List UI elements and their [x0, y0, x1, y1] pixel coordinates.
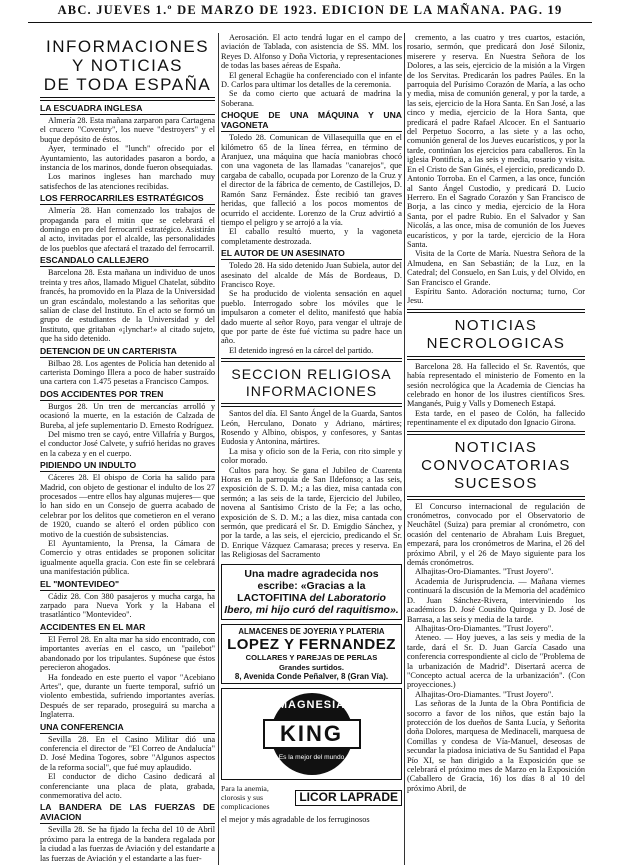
paragraph: Sevilla 28. En el Casino Militar dió una conferencia el director de "El Correo de Andalucía" D. José Medina Togores, sobre "Algunos aspectos de la reforma social", que fué muy aplaudido.	[40, 734, 215, 772]
main-heading-line: Y NOTICIAS	[71, 56, 184, 75]
section-title: EL AUTOR DE UN ASESINATO	[221, 248, 402, 260]
necro-heading	[407, 317, 585, 353]
paragraph: Alhajitas-Oro-Diamantes. "Trust Joyero".	[415, 623, 554, 633]
ad-magnesia-top: MAGNESIA	[277, 699, 346, 712]
paragraph: El Ferrol 28. En alta mar ha sido encontrado, con importantes averías en el casco, un "pailebot" abandonado por los tripulantes. Supónese que éstos perecieron ahogados.	[40, 634, 215, 673]
necro-heading-line: NECROLOGICAS	[426, 334, 566, 352]
ad-jewelry-address: 8, Avenida Conde Peñalver, 8 (Gran Vía).	[234, 671, 389, 681]
masthead	[0, 0, 620, 30]
section-title: ESCANDALO CALLEJERO	[40, 255, 215, 267]
main-heading-line: DE TODA ESPAÑA	[43, 75, 212, 94]
paragraph: El caballo resultó muerto, y la vagoneta completamente destrozada.	[221, 227, 402, 246]
paragraph: Sevilla 28. Se ha fijado la fecha del 10 de Abril próximo para la entrega de la bandera regalada por la ciudad a las fuerzas de Aviación y del estandarte a las fuerzas de Aviación y el estandarte a las fuer-	[40, 825, 215, 863]
ad-magnesia-sub: Es la mejor del mundo	[278, 754, 345, 762]
section-rule	[407, 356, 585, 360]
ad-magnesia-name: KING	[263, 719, 361, 749]
religious-heading-line: SECCION RELIGIOSA	[231, 366, 392, 383]
ad-jewelry-brand: LOPEZ Y FERNANDEZ	[227, 636, 396, 654]
section-title: LOS FERROCARRILES ESTRATÉGICOS	[40, 193, 215, 205]
paragraph: Los marinos ingleses han marchado muy satisfechos de las atenciones recibidas.	[40, 172, 215, 191]
paragraph: Ayer, terminado el "lunch" ofrecido por el Ayuntamiento, las autoridades pasaron a bordo, a instancia de los marinos, donde fueron obsequiadas.	[40, 144, 215, 173]
paragraph: Cádiz 28. Con 380 pasajeros y mucha carga, ha zarpado para Nueva York y la Habana el trasatlántico "Montevideo".	[40, 591, 215, 620]
paragraph: El Ayuntamiento, la Prensa, la Cámara de Comercio y otras entidades se proponen solicitar igualmente aquella gracia. Con este fin se celebrará una manifestación pública.	[40, 539, 215, 577]
religious-heading	[221, 366, 402, 400]
section-title: CHOQUE DE UNA MÁQUINA Y UNA VAGONETA	[221, 110, 402, 131]
section-title: PIDIENDO UN INDULTO	[40, 460, 215, 472]
section-title: LA ESCUADRA INGLESA	[40, 103, 215, 115]
ad-jewelry-line: Grandes surtidos.	[279, 662, 344, 672]
ad-jewelry-line: ALMACENES DE JOYERIA Y PLATERIA	[238, 626, 385, 636]
paragraph: La misa y oficio son de la Feria, con rito simple y color morado.	[221, 446, 402, 466]
necro-heading-line: NOTICIAS	[454, 316, 538, 334]
paragraph: El general Echagüe ha conferenciado con el infante D. Carlos para ultimar los detalles de la ceremonia.	[221, 70, 402, 90]
paragraph: Santos del día. El Santo Ángel de la Guarda, Santos León, Herculano, Donato y Adriano, mártires; Rosendo y Albino, obispos, y confesores, y Santas Eudosia y Antonina, mártires.	[221, 409, 402, 447]
paragraph: Almería 28. Han comenzado los trabajos de propaganda para el mitin que se celebrará el domingo en pro del ferrocarril estratégico. Asistirán al acto, invitadas por el alcalde, las personalidades de los pueblos que afectará el trazado del ferrocarril.	[40, 206, 215, 253]
heading-rule	[40, 97, 215, 101]
paragraph: Alhajitas-Oro-Diamantes. "Trust Joyero".	[415, 689, 554, 699]
section-title: DETENCION DE UN CARTERISTA	[40, 346, 215, 358]
paragraph: Alhajitas-Oro-Diamantes. "Trust Joyero".	[415, 567, 554, 577]
section-rule	[407, 431, 585, 435]
masthead-rule	[28, 22, 592, 23]
column-1	[40, 33, 215, 865]
ad-jewelry	[221, 624, 402, 685]
col2-top-text	[221, 33, 402, 108]
paragraph: Se ha producido de violenta sensación en aquel pueblo. Interrogado sobre los móviles que le impulsaron a cometer el delito, manifestó que había dado muerte al señor Royo, para vengar el ultraje de que por parte de éste fué víctima su padre hace un año.	[221, 289, 402, 346]
ad-laprade-text: Para la anemia, clorosis y sus complicaciones	[221, 784, 270, 812]
column-divider-1	[218, 33, 219, 865]
conv-heading-line: SUCESOS	[454, 474, 538, 492]
ad-laprade	[221, 784, 402, 811]
section-rule	[407, 496, 585, 500]
paragraph: Bilbao 28. Los agentes de Policía han detenido al carterista Domingo Illera a poco de haber sustraído una cartera con 1.475 pesetas a Francisco Campos.	[40, 358, 215, 387]
ad-lactofitina-line: del Laboratorio Ibero, mi hijo curó del raquitismo».	[224, 591, 399, 616]
ad-laprade-logo: LICOR LAPRADE	[295, 790, 402, 805]
paragraph: Las señoras de la Junta de la Obra Pontificia de socorro a favor de los niños, que están bajo la protección de los dueños de Santa Lucía, y Señorita doña Dolores, marquesa de Medinaceli, marquesa de Comillas y condesa de Vía-Manuel, deseosas de secundar la piadosa iniciativa de Su Santidad el Papa Pío XI, se han dirigido a la Exposición que se celebrará el próximo mes de Marzo en la Exposición (Caballero de Gracia, 16) los días 8 al 10 del próximo Abril, de	[407, 699, 585, 793]
paragraph: Ateneo. — Hoy jueves, a las seis y media de la tarde, dará el Sr. D. Juan García Casado una conferencia correspondiente al ciclo de "Problema de la urbanización de Madrid". Disertará acerca de "Concepto actual acerca de la urbanización". (Con proyecciones.)	[407, 633, 585, 690]
section-title: UNA CONFERENCIA	[40, 722, 215, 734]
section-title: ACCIDENTES EN EL MAR	[40, 622, 215, 634]
paragraph: Ha fondeado en este puerto el vapor "Acebiano Artes", que, durante un fuerte temporal, sufrió un violento embestida, sufriendo importantes averías. Después de ser reparado, proseguirá su marcha a Inglaterra.	[40, 672, 215, 720]
section-rule	[221, 358, 402, 362]
paragraph: El detenido ingresó en la cárcel del partido.	[229, 345, 374, 355]
column-2	[221, 33, 402, 865]
section-title: EL "MONTEVIDEO"	[40, 579, 215, 591]
ad-lactofitina-line: Una madre agradecida nos escribe: «Gracias a la LACTOFITINA	[237, 567, 379, 604]
ad-lactofitina-text	[222, 565, 401, 619]
paragraph: Del mismo tren se cayó, entre Villafría y Burgos, el conductor José Calvete, y sufrió heridas no graves en la cabeza y en el cuerpo.	[40, 429, 215, 458]
section-rule	[407, 309, 585, 313]
paragraph: Almería 28. Esta mañana zarparon para Cartagena el crucero "Coventry", los nueve "destroyers" y el buque depósito de éstos.	[40, 116, 215, 144]
paragraph: El Concurso internacional de regulación de cronómetros, convocado por el Observatorio de Neuchâtel (Suiza) para premiar al cronómetro, con ocasión del centenario de Abraham Luis Breguet, empezará, para los cronómetros de Marina, el 26 del próximo Abril, y el 26 de Mayo siguiente para los demás cronómetros.	[407, 501, 585, 568]
paragraph: Barcelona 28. Esta mañana un individuo de unos treinta y tres años, llamado Miguel Chatelat, súbdito francés, ha promovido en la Plaza de la Universidad un gran escándalo, molestando a las señoritas que salían de clase del Instituto. En el acto se formó un grupo de estudiantes de la Universidad y del Instituto, que gritaban «¡lynchar!» al citado sujeto, que ha sido detenido.	[40, 268, 215, 344]
religious-heading-line: INFORMACIONES	[245, 383, 378, 400]
conv-heading-line: CONVOCATORIAS	[421, 456, 571, 474]
conv-text	[407, 502, 585, 794]
column-3	[407, 33, 585, 865]
paragraph: Se da como cierto que actuará de madrina la Soberana.	[221, 89, 402, 108]
col2-sections	[221, 110, 402, 355]
paragraph: Esta tarde, en el paseo de Colón, ha fallecido repentinamente el ex diputado don Ignacio Girona.	[407, 408, 585, 428]
section-title: LA BANDERA DE LAS FUERZAS DE AVIACION	[40, 802, 215, 823]
paragraph: Visita de la Corte de María. Nuestra Señora de la Almudena, en San Sebastián; de la Luz, en la Catedral; del Consuelo, en San Luis, y del Olvido, en San Francisco el Grande.	[407, 249, 585, 287]
paragraph: Toledo 28. Ha sido detenido Juan Subiela, autor del asesinato del alcalde de Más de Bordeaus, D. Francisco Roye.	[221, 261, 402, 289]
ad-jewelry-line: COLLARES Y PAREJAS DE PERLAS	[245, 653, 378, 663]
ad-magnesia-logo	[271, 693, 353, 775]
paragraph: El conductor de dicho Casino dedicará al conferenciante una placa de plata, grabada, conmemorativa del acto.	[40, 772, 215, 800]
col3-top-text	[407, 33, 585, 306]
paragraph: Aerosación. El acto tendrá lugar en el campo de aviación de Tablada, con asistencia de SS. MM. los Reyes D. Alfonso y Doña Victoria, y representaciones de todas las bases aéreas de España.	[221, 33, 402, 71]
paragraph: Academia de Jurisprudencia. — Mañana viernes continuará la discusión de la Memoria del académico D. Juan Sánchez-Rivera, interviniendo los académicos D. José Cousiño Quiroga y D. José de Barrasa, a las seis y media de la tarde.	[407, 576, 585, 624]
main-heading-line: INFORMACIONES	[45, 37, 210, 56]
conv-heading	[407, 439, 585, 493]
necro-text	[407, 362, 585, 428]
paragraph: Burgos 28. Un tren de mercancías arrolló y ocasionó la muerte, en la estación de Calzada de Bureba, al jefe suplementario D. Ernesto Rodríguez.	[40, 401, 215, 430]
ad-magnesia	[221, 688, 402, 780]
column-divider-2	[404, 33, 405, 865]
main-heading	[40, 37, 215, 94]
masthead-title: ABC. JUEVES 1.º DE MARZO DE 1923. EDICION DE LA MAÑANA. PAG. 19	[57, 3, 563, 17]
ad-laprade-bottom: el mejor y más agradable de los ferruginosos	[221, 815, 370, 825]
section-title: DOS ACCIDENTES POR TREN	[40, 389, 215, 401]
conv-heading-line: NOTICIAS	[454, 438, 538, 456]
section-rule	[221, 403, 402, 407]
religious-text	[221, 409, 402, 560]
paragraph: Barcelona 28. Ha fallecido el Sr. Raventós, que había representado el ministerio de Fomento en la sesión necrológica que la Academia de Ciencias ha celebrado en honor de los ilustres científicos Sres. Manganés, Puig y Valls y Domenech Estapá.	[407, 361, 585, 409]
paragraph: Cultos para hoy. Se gana el Jubileo de Cuarenta Horas en la parroquia de San Ildefonso; a las seis, exposición de S. D. M.; a las diez, misa cantada con sermón; a las seis de la tarde, Ejercicio del Jubileo, novena al Santísimo Cristo de la Fe; a las ocho, exposición de S. D. M.; a las diez, misa cantada con sermón, que predicará el Sr. D. Emigdio Sánchez, y por la tarde, a las seis, el ejercicio, predicando el Sr. D. Enrique Vázquez Camarasa; preces y reserva. En las Religiosas del Sacramento	[221, 465, 402, 560]
paragraph: Espíritu Santo. Adoración nocturna; turno, Cor Jesu.	[407, 286, 585, 306]
col1-sections	[40, 103, 215, 863]
paragraph: cremento, a las cuatro y tres cuartos, estación, rosario, sermón, que predicará don José Siloniz, miserere y reserva. En Nuestra Señora de los Dolores, a las seis, ejercicio de la misión a la Virgen de los Servitas. Predicarán los padres Paúles. En la parroquia del Purísimo Corazón de María, a las ocho y media, misa de comunión general, y por la tarde, a las seis, ejercicio de la Hora Santa. En San José, a las cinco y media, ejercicio de la Hora Santa, que predicará el padre Rafael Alcocer. En el Santuario del Perpetuo Socorro, a las siete y a las ocho, comunión general de los Jueves eucarísticos, y por la tarde, continúan los ejercicios para caballeros. En la iglesia Pontificia, a las seis y media, rosario y visita. En el Cristo de San Ginés, el ejercicio, predicando D. Antonio Torroba. En el Carmen, a las once, función al Santo Ángel Custodio, y predicará D. Lucio Herrero. En el Sagrado Corazón y San Francisco de Borja, a las cinco y media, ejercicio de la Hora Santa, por el padre Rubio. En el Salvador y San Nicolás, a las once, misa de comunión de los Jueves eucarísticos, y por la tarde, ejercicio de la Hora Santa.	[407, 33, 585, 249]
paragraph: Cáceres 28. El obispo de Coria ha salido para Madrid, con objeto de gestionar el indulto de los 27 procesados —entre ellos hay algunas mujeres— que lo han sido en un Consejo de guerra acabado de celebrar por los delitos que cometieron en el verano de 1920, cuando se alteró el orden público con motivo de la cuestión de subsistencias.	[40, 473, 215, 539]
paragraph: Toledo 28. Comunican de Villasequilla que en el kilómetro 65 de la línea férrea, en término de Aranjuez, una máquina que hacía maniobras chocó con una vagoneta de las llamadas "canarejos", que cargaba de caballo, ocupada por Lorenzo de la Cruz y el director de la fábrica de cemento, de Castillejos, D. Ramón Sanz Fernández. Éste recibió tan graves heridas, que falleció a los pocos momentos de ocurrido el accidente. Lorenzo de la Cruz advirtió a tiempo el peligro y se arrojó a la vía.	[221, 133, 402, 227]
ad-lactofitina	[221, 564, 402, 620]
